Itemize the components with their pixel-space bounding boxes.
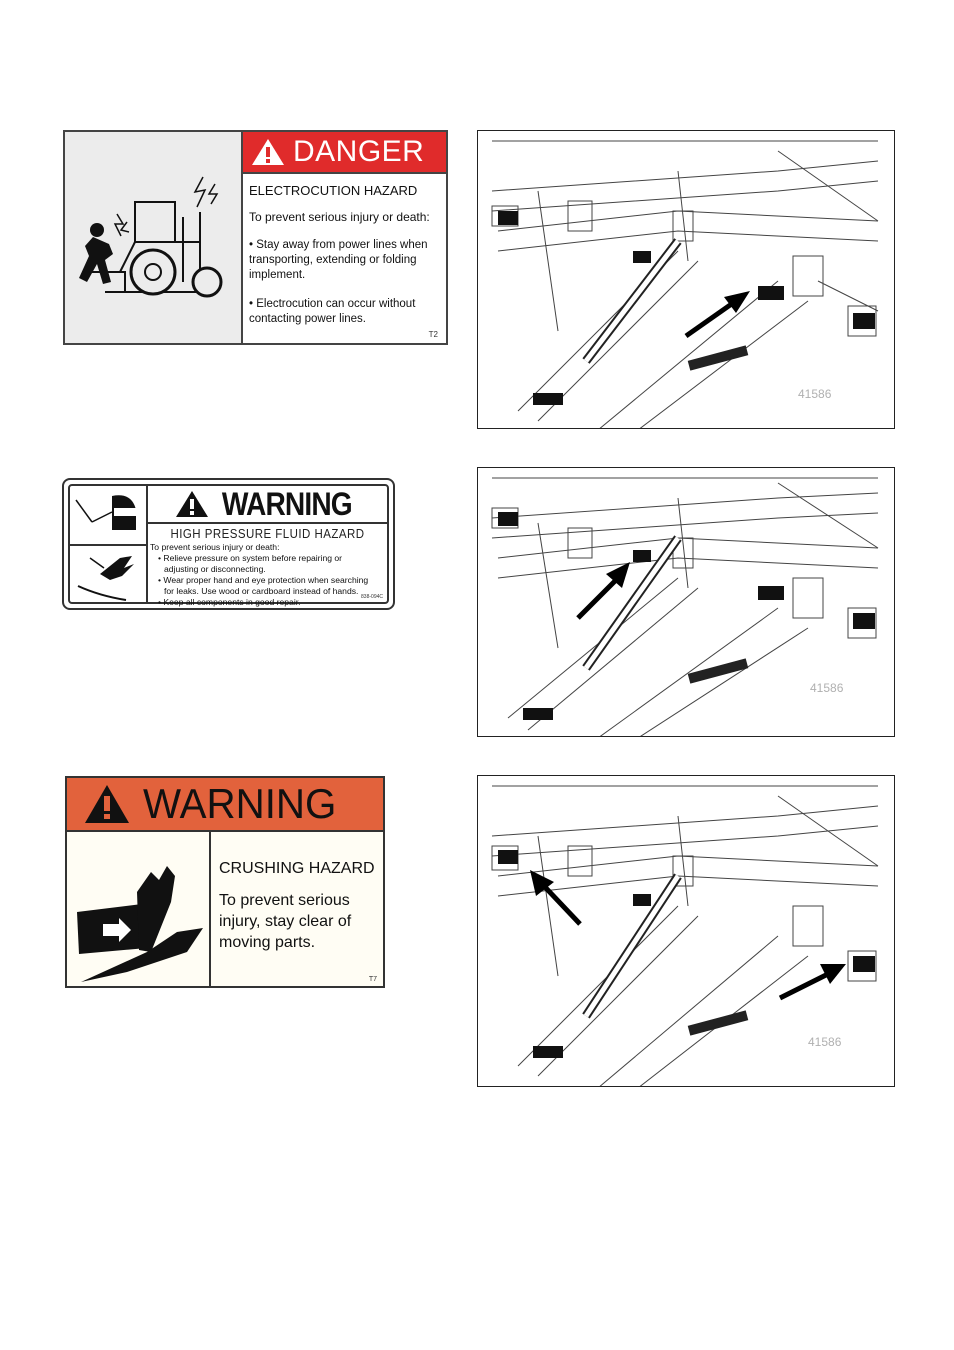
- danger-bullet-1: • Stay away from power lines when transporting, extending or folding implement.: [249, 239, 428, 281]
- danger-bullet-1-text: Stay away from power lines when transporting, extending or folding implement.: [249, 239, 428, 281]
- alert-triangle-icon: [175, 489, 209, 519]
- figure-number: 41586: [798, 387, 832, 401]
- pressure-line: adjusting or disconnecting.: [164, 564, 266, 574]
- crushing-message: To prevent serious injury, stay clear of moving parts.: [219, 892, 352, 951]
- hand-spray-pictogram: [70, 546, 146, 604]
- decal-location-figure-3: [477, 775, 895, 1087]
- implement-line-drawing: [478, 131, 895, 429]
- pressure-lead: To prevent serious injury or death:: [150, 542, 280, 552]
- danger-electrocution-decal: [63, 130, 448, 345]
- pressure-line: • Wear proper hand and eye protection when searching: [158, 575, 369, 585]
- crushing-hazard-title: CRUSHING HAZARD: [219, 860, 375, 877]
- danger-bullet-2-text: Electrocution can occur without contacting power lines.: [249, 298, 416, 325]
- pressure-instructions: [150, 542, 385, 608]
- pressure-decal-code: 838-094C: [361, 594, 383, 600]
- pressure-hazard-title: HIGH PRESSURE FLUID HAZARD: [170, 527, 365, 541]
- danger-hazard-title: ELECTROCUTION HAZARD: [249, 183, 418, 198]
- danger-text-panel: [243, 132, 446, 343]
- implement-line-drawing: [478, 468, 895, 737]
- pressure-line: • Relieve pressure on system before repairing or: [158, 553, 343, 563]
- pointer-arrow-icon: [780, 964, 846, 998]
- alert-triangle-icon: [251, 137, 285, 167]
- pressure-line: • Keep all components in good repair.: [158, 597, 301, 607]
- pressure-warning-header: [148, 486, 387, 524]
- face-spray-pictogram: [70, 486, 146, 546]
- alert-triangle-icon: [83, 783, 131, 825]
- decal-location-figure-2: [477, 467, 895, 737]
- warning-high-pressure-decal: [62, 478, 395, 610]
- crushing-signal-word: WARNING: [143, 780, 337, 827]
- crushing-warning-header: [67, 778, 383, 832]
- electrocution-pictogram: [65, 132, 243, 343]
- danger-decal-code: T2: [428, 330, 438, 339]
- decal-location-figure-1: [477, 130, 895, 429]
- crushing-pictogram: [67, 832, 211, 986]
- danger-bullet-2: • Electrocution can occur without contacting power lines.: [249, 298, 416, 325]
- pressure-line: for leaks. Use wood or cardboard instead of hands.: [164, 586, 359, 596]
- warning-crushing-decal: [65, 776, 385, 988]
- figure-number: 41586: [810, 681, 844, 695]
- pointer-arrow-icon: [530, 870, 580, 924]
- danger-signal-word: DANGER: [293, 135, 425, 168]
- danger-header: [243, 132, 446, 174]
- pointer-arrow-icon: [686, 291, 750, 336]
- figure-number: 41586: [808, 1035, 842, 1049]
- danger-lead-text: To prevent serious injury or death:: [249, 210, 430, 224]
- crushing-decal-code: T7: [368, 976, 377, 983]
- high-pressure-pictograms: [70, 486, 148, 602]
- pressure-signal-word: WARNING: [221, 485, 352, 522]
